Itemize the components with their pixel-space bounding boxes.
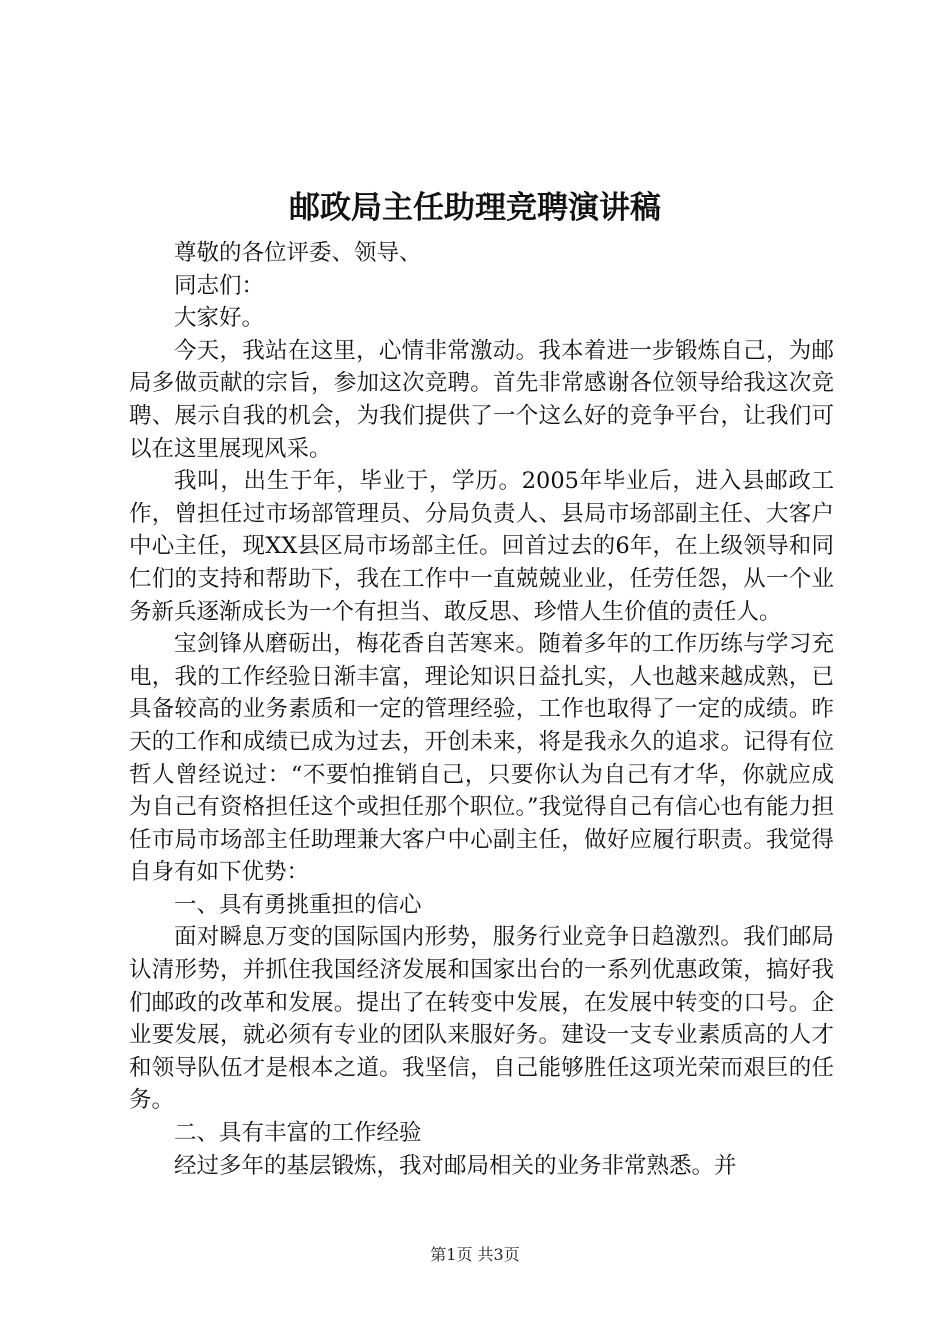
paragraph-section-1: 面对瞬息万变的国际国内形势，服务行业竞争日趋激烈。我们邮局认清形势，并抓住我国经济发展和国家出台的一系列优惠政策，搞好我们邮政的改革和发展。提出了在转变中发展，在发展中转变的口号。企业要发展，就必须有专业的团队来服好务。建设一支专业素质高的人才和领导队伍才是根本之道。我坚信，自己能够胜任这项光荣而艰巨的任务。 <box>129 924 834 1114</box>
paragraph-section-2: 经过多年的基层锻炼，我对邮局相关的业务非常熟悉。并 <box>174 1152 737 1179</box>
paragraph-experience: 宝剑锋从磨砺出，梅花香自苦寒来。随着多年的工作历练与学习充电，我的工作经验日渐丰富，理论知识日益扎实，人也越来越成熟，已具备较高的业务素质和一定的管理经验，工作也取得了一定的成绩。昨天的工作和成绩已成为过去，开创未来，将是我永久的追求。记得有位哲人曾经说过：“不要怕推销自己，只要你认为自己有才华，你就应成为自己有资格担任这个或担任那个职位。”我觉得自己有信心也有能力担任市局市场部主任助理兼大客户中心副主任，做好应履行职责。我觉得自身有如下优势： <box>129 631 834 886</box>
document-body <box>129 237 834 1182</box>
paragraph-intro: 今天，我站在这里，心情非常激动。我本着进一步锻炼自己，为邮局多做贡献的宗旨，参加这次竞聘。首先非常感谢各位领导给我这次竞聘、展示自我的机会，为我们提供了一个这么好的竞争平台，让我们可以在这里展现风采。 <box>129 337 834 462</box>
paragraph-background: 我叫，出生于年，毕业于，学历。2005年毕业后，进入县邮政工作，曾担任过市场部管理员、分局负责人、县局市场部副主任、大客户中心主任，现XX县区局市场部主任。回首过去的6年，在上级领导和同仁们的支持和帮助下，我在工作中一直兢兢业业，任劳任怨，从一个业务新兵逐渐成长为一个有担当、敢反思、珍惜人生价值的责任人。 <box>129 468 834 625</box>
page-number-footer: 第1页 共3页 <box>430 1245 520 1264</box>
section-heading-1: 一、具有勇挑重担的信心 <box>174 891 422 918</box>
section-heading-2: 二、具有丰富的工作经验 <box>174 1120 422 1147</box>
document-title: 邮政局主任助理竞聘演讲稿 <box>289 190 661 226</box>
salutation-line-2: 同志们： <box>174 272 265 299</box>
salutation-line-1: 尊敬的各位评委、领导、 <box>174 240 422 266</box>
greeting: 大家好。 <box>174 305 265 332</box>
